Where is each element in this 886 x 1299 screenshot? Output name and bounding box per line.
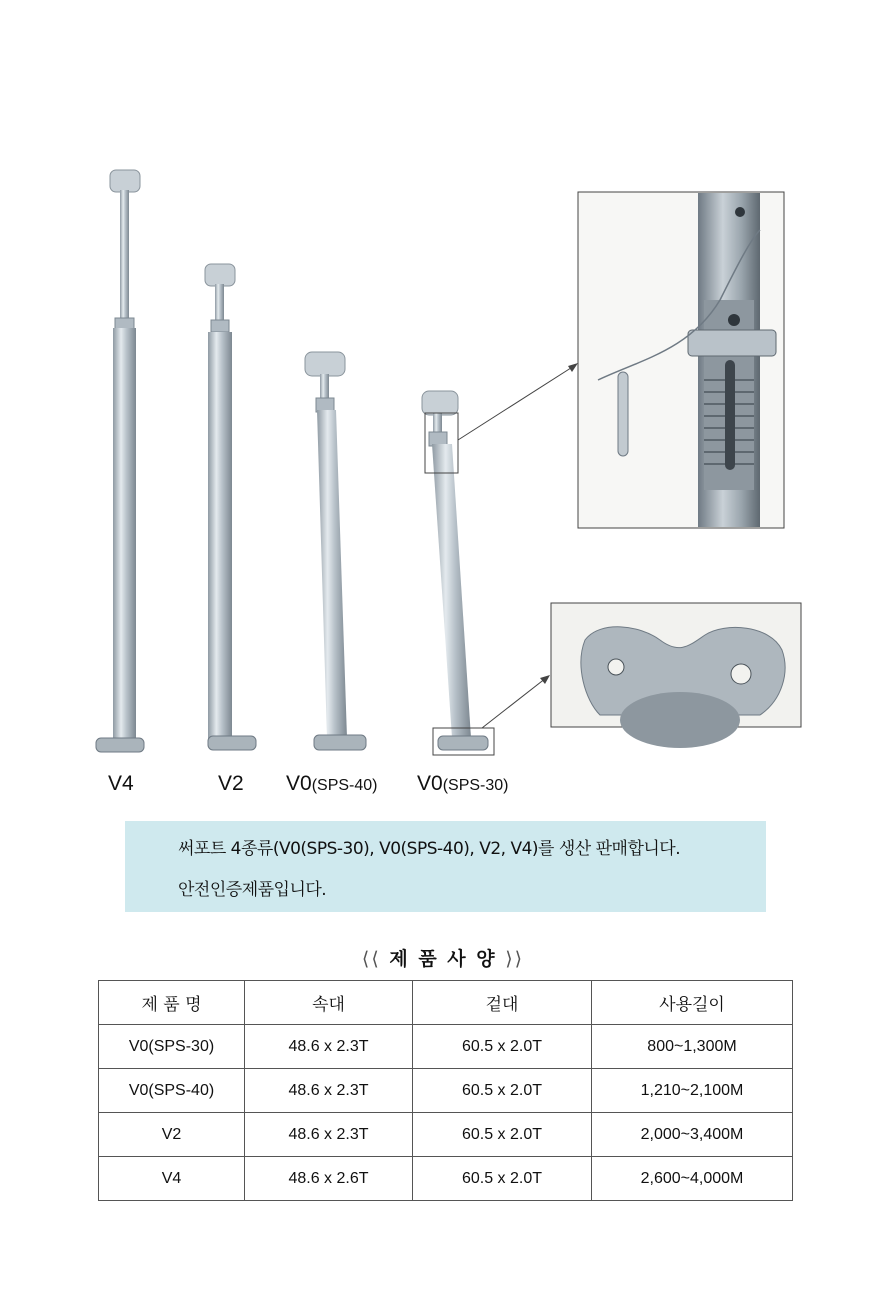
header-outer-tube: 겉대: [413, 981, 592, 1025]
spec-title: ⟨⟨ 제 품 사 양 ⟩⟩: [361, 948, 525, 970]
notice-box: [125, 821, 766, 912]
table-row: [99, 1157, 793, 1201]
table-row: [99, 1025, 793, 1069]
product-label-v2: V2: [218, 772, 244, 795]
cell-product-name: V0(SPS-40): [99, 1069, 245, 1113]
zoom-panel-baseplate: [551, 603, 801, 748]
cell-outer-tube: 60.5 x 2.0T: [413, 1069, 592, 1113]
cell-usable-length: 1,210~2,100M: [592, 1069, 793, 1113]
prop-v0-sps30: [422, 391, 488, 750]
cell-inner-tube: 48.6 x 2.6T: [245, 1157, 413, 1201]
cell-outer-tube: 60.5 x 2.0T: [413, 1157, 592, 1201]
prop-v4: [96, 170, 144, 752]
cell-product-name: V2: [99, 1113, 245, 1157]
cell-inner-tube: 48.6 x 2.3T: [245, 1025, 413, 1069]
spec-header-row: [99, 981, 793, 1025]
header-product-name: 제 품 명: [99, 981, 245, 1025]
prop-v2: [205, 264, 256, 750]
cell-outer-tube: 60.5 x 2.0T: [413, 1113, 592, 1157]
product-label-v4: V4: [108, 772, 134, 795]
product-label-v0-sps30: V0(SPS-30): [417, 772, 509, 795]
cell-inner-tube: 48.6 x 2.3T: [245, 1069, 413, 1113]
cell-usable-length: 2,000~3,400M: [592, 1113, 793, 1157]
notice-line-2: 안전인증제품입니다.: [178, 880, 327, 900]
table-row: [99, 1113, 793, 1157]
cell-inner-tube: 48.6 x 2.3T: [245, 1113, 413, 1157]
cell-usable-length: 800~1,300M: [592, 1025, 793, 1069]
cell-outer-tube: 60.5 x 2.0T: [413, 1025, 592, 1069]
cell-product-name: V4: [99, 1157, 245, 1201]
zoom-panel-sleeve: [578, 192, 784, 528]
header-inner-tube: 속대: [245, 981, 413, 1025]
cell-usable-length: 2,600~4,000M: [592, 1157, 793, 1201]
header-usable-length: 사용길이: [592, 981, 793, 1025]
product-label-v0-sps40: V0(SPS-40): [286, 772, 378, 795]
spec-table: [98, 980, 793, 1201]
cell-product-name: V0(SPS-30): [99, 1025, 245, 1069]
prop-v0-sps40: [305, 352, 366, 750]
notice-line-1: 써포트 4종류(V0(SPS-30), V0(SPS-40), V2, V4)를 생산 판매합니다.: [178, 839, 681, 859]
table-row: [99, 1069, 793, 1113]
